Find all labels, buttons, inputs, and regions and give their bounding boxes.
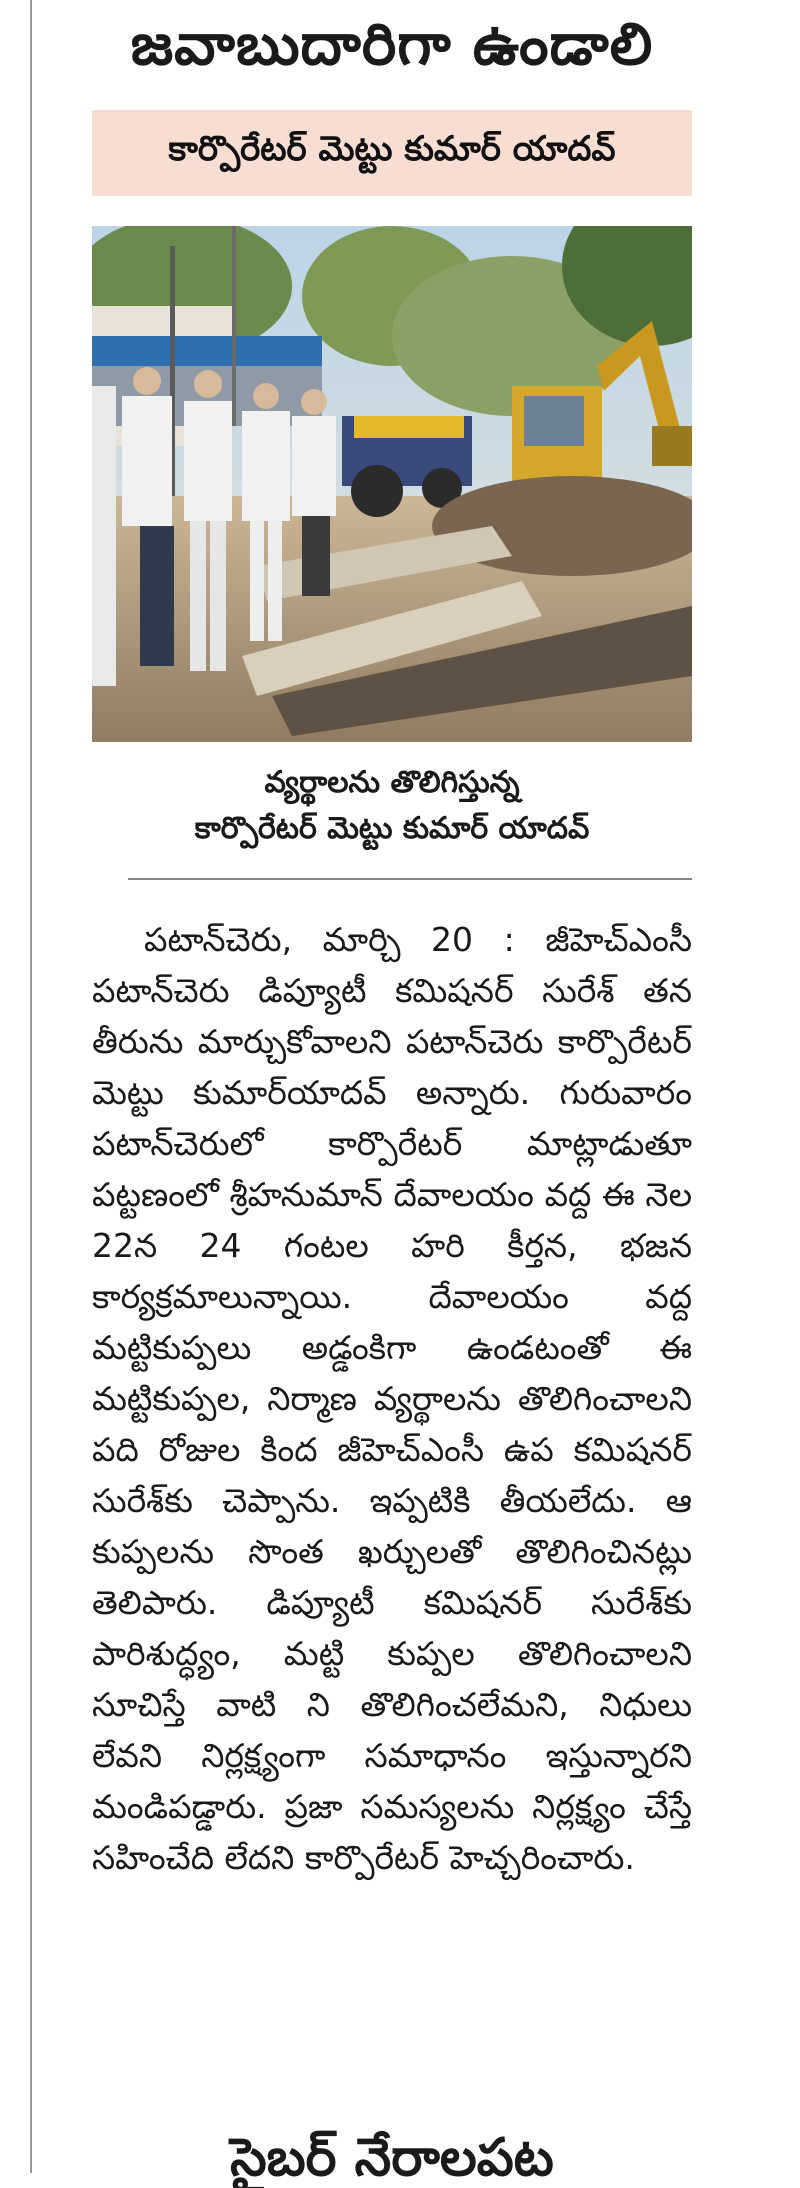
- subheadline-box: [92, 110, 692, 196]
- photo-caption-line: వ్యర్థాలను తొలిగిస్తున్న: [264, 765, 520, 800]
- article-body: పటాన్‌చెరు, మార్చి 20 : జీహెచ్‌ఎంసీ పటాన్‌చెరు డిప్యూటీ కమిషనర్ సురేశ్ తన తీరును మార్చుకోవాలని పటాన్‌చెరు కార్పొరేటర్ మెట్టు కుమార్‌యాదవ్ అన్నారు. గురువారం పటాన్‌చెరులో కార్పొరేటర్ మాట్లాడుతూ పట్టణంలో శ్రీహనుమాన్ దేవాలయం వద్ద ఈ నెల 22న 24 గంటల హరి కీర్తన, భజన కార్యక్రమాలున్నాయి. దేవాలయం వద్ద మట్టికుప్పలు అడ్డంకిగా ఉండటంతో ఈ మట్టికుప్పల, నిర్మాణ వ్యర్థాలను తొలిగించాలని పది రోజుల కింద జీహెచ్‌ఎంసీ ఉప కమిషనర్ సురేశ్‌కు చెప్పాను. ఇప్పటికి తీయలేదు. ఆ కుప్పలను సొంత ఖర్చులతో తొలిగించినట్లు తెలిపారు. డిప్యూటీ కమిషనర్ సురేశ్‌కు పారిశుద్ధ్యం, మట్టి కుప్పల తొలిగించాలని సూచిస్తే వాటి ని తొలిగించలేమని, నిధులు లేవని నిర్లక్ష్యంగా సమాధానం ఇస్తున్నారని మండిపడ్డారు. ప్రజా సమస్యలను నిర్లక్ష్యం చేస్తే సహించేది లేదని కార్పొరేటర్ హెచ్చరించారు.: [92, 920, 692, 1877]
- photo-caption-line: కార్పొరేటర్ మెట్టు కుమార్ యాదవ్: [194, 811, 590, 846]
- news-photo: [92, 226, 692, 742]
- article-subheadline: కార్పొరేటర్ మెట్టు కుమార్ యాదవ్: [168, 129, 616, 169]
- caption-divider: [128, 878, 692, 880]
- photo-caption: [92, 760, 692, 852]
- article-headline: జవాబుదారిగా ఉండాలి: [130, 10, 654, 78]
- column-divider: [30, 0, 32, 2173]
- news-clipping: [92, 0, 692, 2188]
- photo-illustration: [92, 226, 692, 742]
- next-article-headline: సైబర్ నేరాలపట: [230, 2128, 554, 2188]
